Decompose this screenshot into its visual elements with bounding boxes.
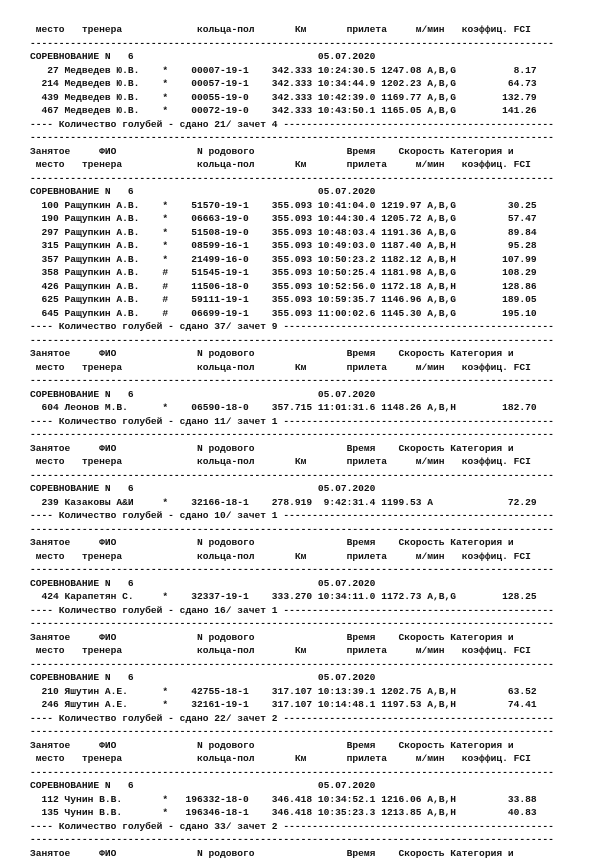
report-line: ------------------------------------------------------------------------------------------- <box>30 469 554 483</box>
report-line: 357 Ращупкин А.В. * 21499-16-0 355.093 10:50:23.2 1182.12 A,B,H 107.99 <box>30 253 554 267</box>
report-line: 246 Яшутин А.Е. * 32161-19-1 317.107 10:14:48.1 1197.53 A,B,H 74.41 <box>30 698 554 712</box>
report-line: Занятое ФИО N родового Время Скорость Категория и <box>30 847 554 860</box>
report-line: Занятое ФИО N родового Время Скорость Категория и <box>30 145 554 159</box>
race-results-printout <box>30 23 554 860</box>
report-line: Занятое ФИО N родового Время Скорость Категория и <box>30 631 554 645</box>
report-line: ---- Количество голубей - сдано 11/ зачет 1 ----------------------------------------------- <box>30 415 554 429</box>
report-line: ------------------------------------------------------------------------------------------- <box>30 37 554 51</box>
report-line: 214 Медведев Ю.В. * 00057-19-1 342.333 10:34:44.9 1202.23 A,B,G 64.73 <box>30 77 554 91</box>
report-line: 297 Ращупкин А.В. * 51508-19-0 355.093 10:48:03.4 1191.36 A,B,G 89.84 <box>30 226 554 240</box>
report-line: ------------------------------------------------------------------------------------------- <box>30 428 554 442</box>
report-line: 467 Медведев Ю.В. * 00072-19-0 342.333 10:43:50.1 1165.05 A,B,G 141.26 <box>30 104 554 118</box>
report-line: ------------------------------------------------------------------------------------------- <box>30 833 554 847</box>
report-line: СОРЕВНОВАНИЕ N 6 05.07.2020 <box>30 388 554 402</box>
report-line: место тренера кольца-пол Км прилета м/мин коэффиц. FCI <box>30 361 554 375</box>
report-line: 645 Ращупкин А.В. # 06699-19-1 355.093 11:00:02.6 1145.30 A,B,G 195.10 <box>30 307 554 321</box>
report-line: 358 Ращупкин А.В. # 51545-19-1 355.093 10:50:25.4 1181.98 A,B,G 108.29 <box>30 266 554 280</box>
report-line: место тренера кольца-пол Км прилета м/мин коэффиц. FCI <box>30 550 554 564</box>
report-line: ---- Количество голубей - сдано 16/ зачет 1 ----------------------------------------------- <box>30 604 554 618</box>
report-line: место тренера кольца-пол Км прилета м/мин коэффиц. FCI <box>30 752 554 766</box>
report-line: ------------------------------------------------------------------------------------------- <box>30 374 554 388</box>
report-line: 210 Яшутин А.Е. * 42755-18-1 317.107 10:13:39.1 1202.75 A,B,H 63.52 <box>30 685 554 699</box>
report-line: Занятое ФИО N родового Время Скорость Категория и <box>30 442 554 456</box>
report-line: СОРЕВНОВАНИЕ N 6 05.07.2020 <box>30 185 554 199</box>
report-line: 424 Карапетян С. * 32337-19-1 333.270 10:34:11.0 1172.73 A,B,G 128.25 <box>30 590 554 604</box>
report-line: 112 Чунин В.В. * 196332-18-0 346.418 10:34:52.1 1216.06 A,B,H 33.88 <box>30 793 554 807</box>
report-line: место тренера кольца-пол Км прилета м/мин коэффиц. FCI <box>30 23 554 37</box>
report-line: 604 Леонов М.В. * 06590-18-0 357.715 11:01:31.6 1148.26 A,B,H 182.70 <box>30 401 554 415</box>
report-line: ------------------------------------------------------------------------------------------- <box>30 563 554 577</box>
report-line: Занятое ФИО N родового Время Скорость Категория и <box>30 347 554 361</box>
report-line: ------------------------------------------------------------------------------------------- <box>30 617 554 631</box>
report-line: 27 Медведев Ю.В. * 00007-19-1 342.333 10:24:30.5 1247.08 A,B,G 8.17 <box>30 64 554 78</box>
report-line: место тренера кольца-пол Км прилета м/мин коэффиц. FCI <box>30 644 554 658</box>
report-line: ---- Количество голубей - сдано 10/ зачет 1 ----------------------------------------------- <box>30 509 554 523</box>
report-line: 100 Ращупкин А.В. * 51570-19-1 355.093 10:41:04.0 1219.97 A,B,G 30.25 <box>30 199 554 213</box>
report-line: 239 Казаковы А&И * 32166-18-1 278.919 9:42:31.4 1199.53 A 72.29 <box>30 496 554 510</box>
report-line: 190 Ращупкин А.В. * 06663-19-0 355.093 10:44:30.4 1205.72 A,B,G 57.47 <box>30 212 554 226</box>
report-line: СОРЕВНОВАНИЕ N 6 05.07.2020 <box>30 482 554 496</box>
report-line: место тренера кольца-пол Км прилета м/мин коэффиц. FCI <box>30 158 554 172</box>
report-line: СОРЕВНОВАНИЕ N 6 05.07.2020 <box>30 50 554 64</box>
report-line: ------------------------------------------------------------------------------------------- <box>30 172 554 186</box>
report-line: Занятое ФИО N родового Время Скорость Категория и <box>30 536 554 550</box>
report-line: СОРЕВНОВАНИЕ N 6 05.07.2020 <box>30 779 554 793</box>
report-line: ------------------------------------------------------------------------------------------- <box>30 523 554 537</box>
report-line: 625 Ращупкин А.В. # 59111-19-1 355.093 10:59:35.7 1146.96 A,B,G 189.05 <box>30 293 554 307</box>
report-line: 426 Ращупкин А.В. # 11506-18-0 355.093 10:52:56.0 1172.18 A,B,H 128.86 <box>30 280 554 294</box>
report-line: СОРЕВНОВАНИЕ N 6 05.07.2020 <box>30 577 554 591</box>
report-line: ------------------------------------------------------------------------------------------- <box>30 725 554 739</box>
report-line: ---- Количество голубей - сдано 21/ зачет 4 ----------------------------------------------- <box>30 118 554 132</box>
report-line: место тренера кольца-пол Км прилета м/мин коэффиц. FCI <box>30 455 554 469</box>
report-line: ------------------------------------------------------------------------------------------- <box>30 334 554 348</box>
report-line: ---- Количество голубей - сдано 37/ зачет 9 ----------------------------------------------- <box>30 320 554 334</box>
report-line: ------------------------------------------------------------------------------------------- <box>30 766 554 780</box>
report-line: 315 Ращупкин А.В. * 08599-16-1 355.093 10:49:03.0 1187.40 A,B,H 95.28 <box>30 239 554 253</box>
report-line: Занятое ФИО N родового Время Скорость Категория и <box>30 739 554 753</box>
report-line: 135 Чунин В.В. * 196346-18-1 346.418 10:35:23.3 1213.85 A,B,H 40.83 <box>30 806 554 820</box>
report-line: ---- Количество голубей - сдано 33/ зачет 2 ----------------------------------------------- <box>30 820 554 834</box>
report-line: ---- Количество голубей - сдано 22/ зачет 2 ----------------------------------------------- <box>30 712 554 726</box>
report-line: СОРЕВНОВАНИЕ N 6 05.07.2020 <box>30 671 554 685</box>
report-line: 439 Медведев Ю.В. * 00055-19-0 342.333 10:42:39.0 1169.77 A,B,G 132.79 <box>30 91 554 105</box>
report-line: ------------------------------------------------------------------------------------------- <box>30 658 554 672</box>
report-line: ------------------------------------------------------------------------------------------- <box>30 131 554 145</box>
